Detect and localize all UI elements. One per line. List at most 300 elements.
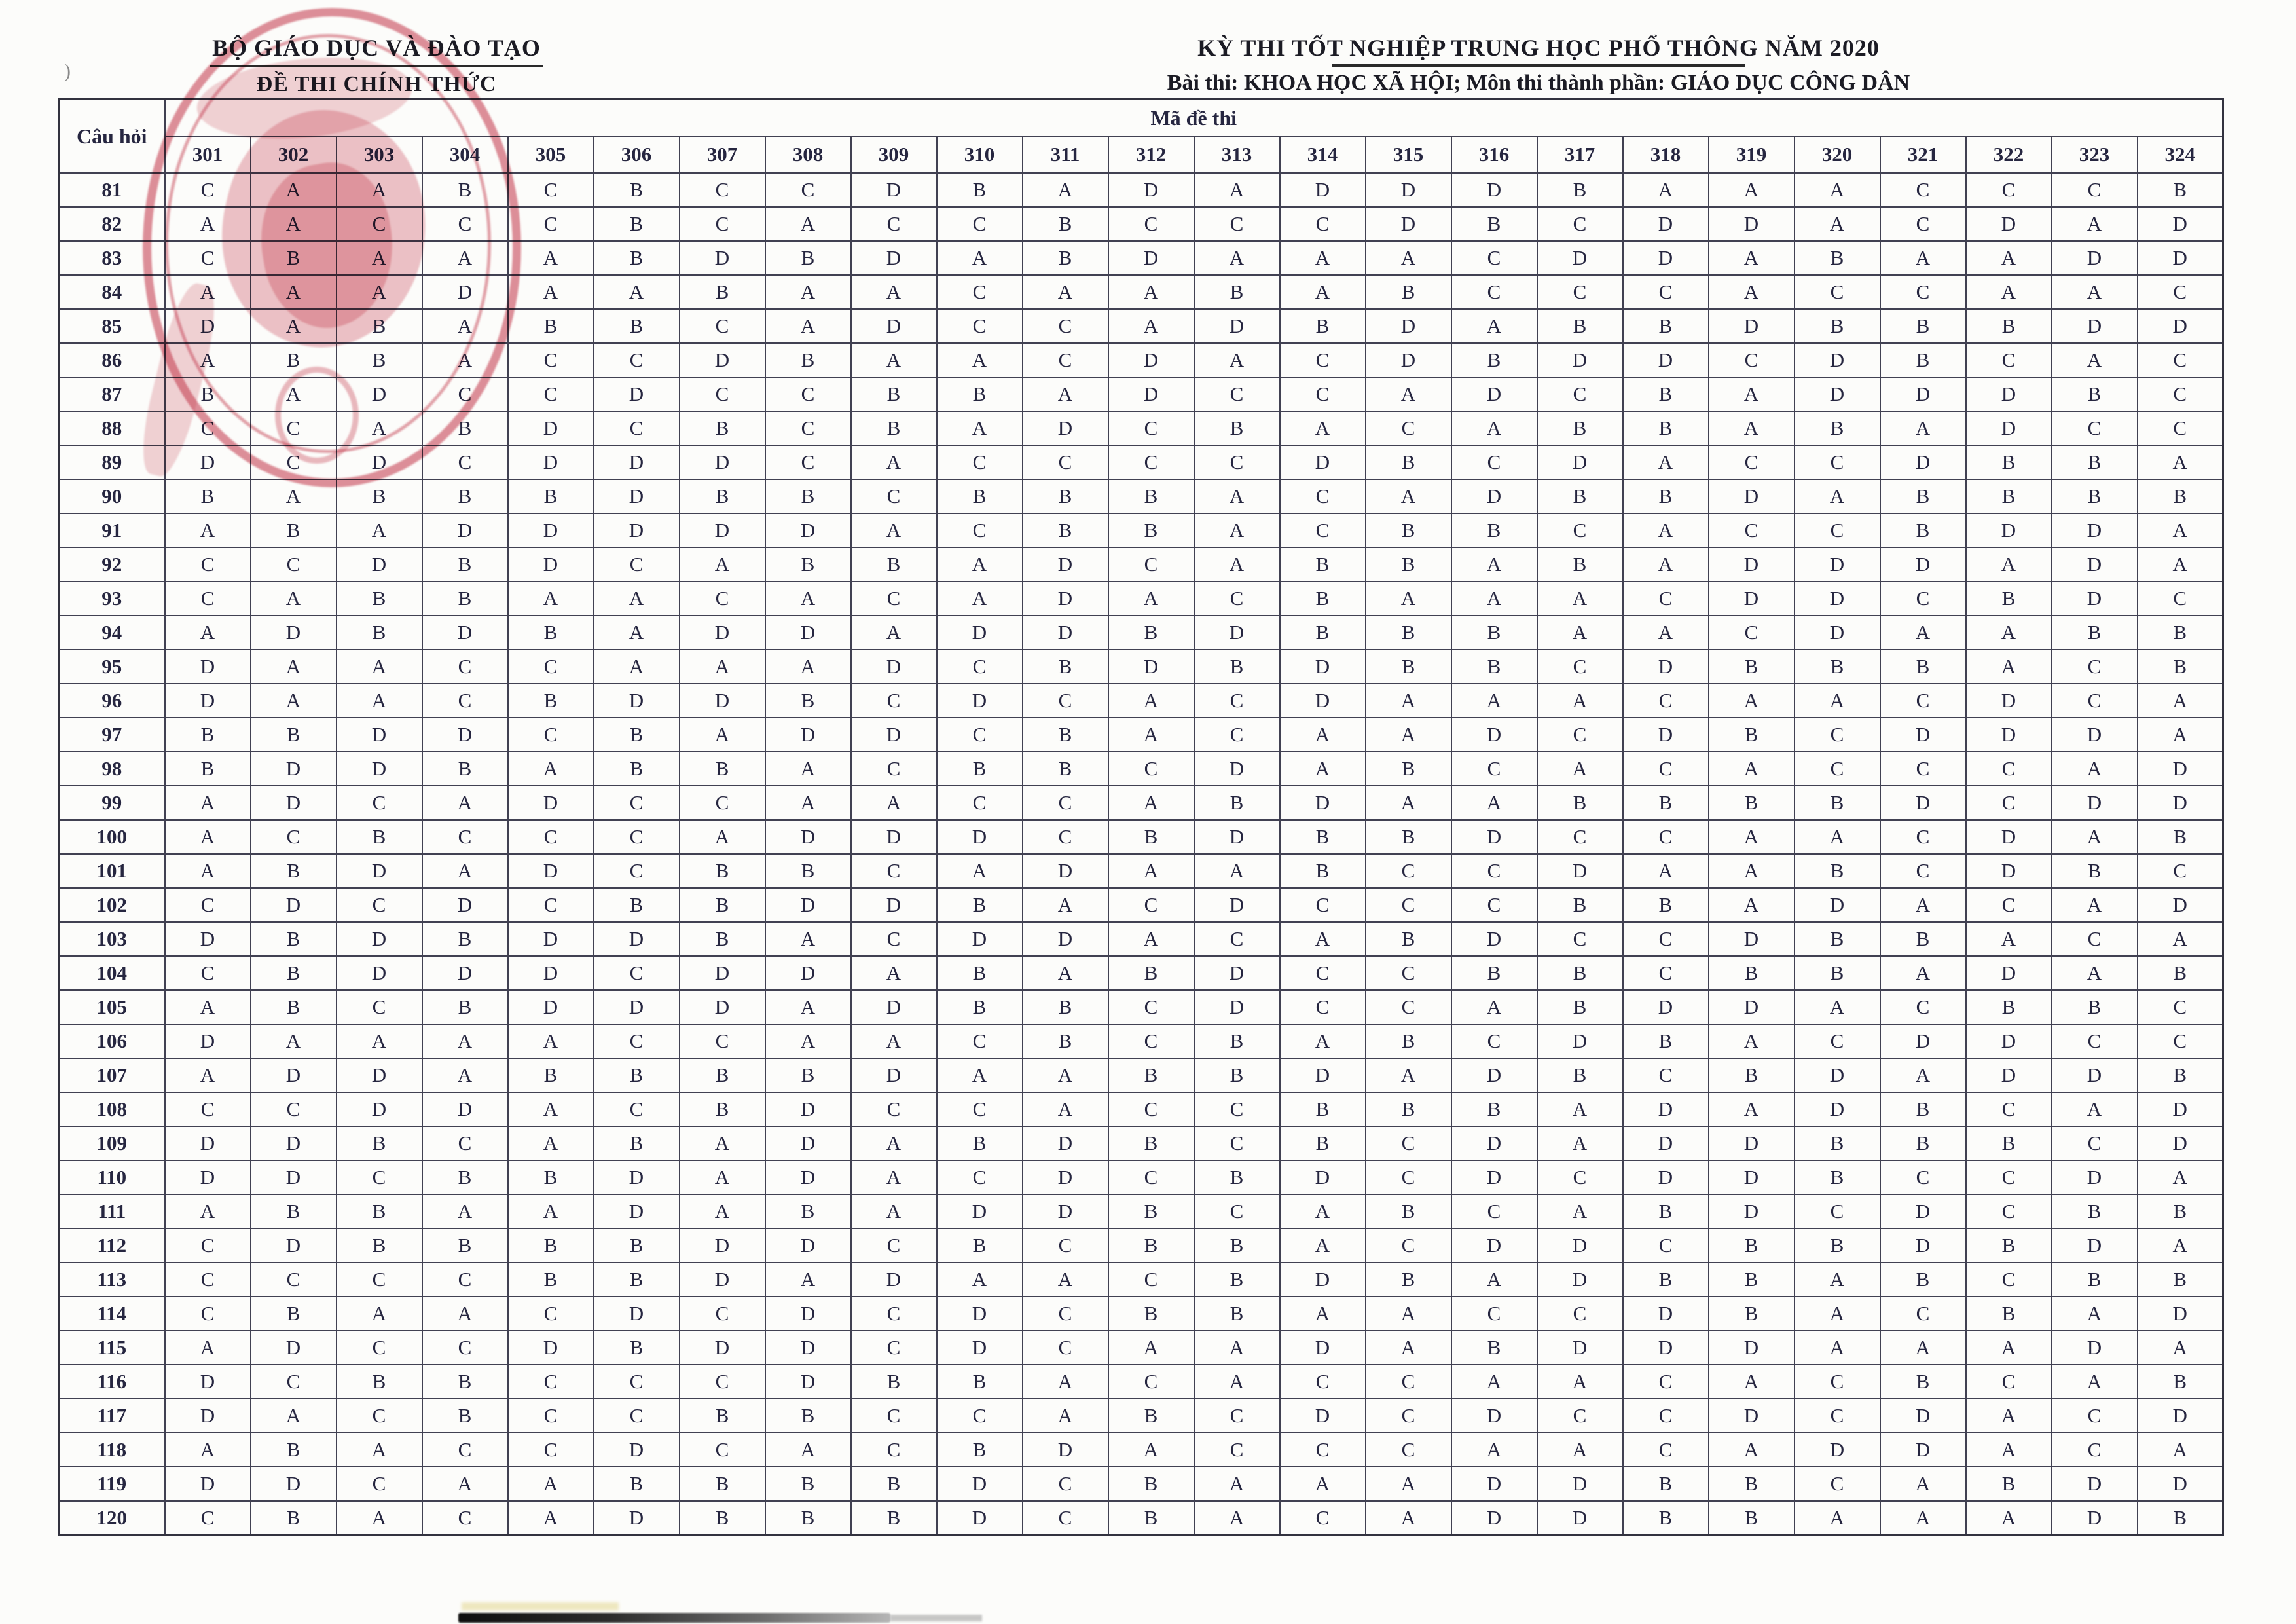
answer-cell: C [508,1433,594,1467]
answer-cell: D [422,956,508,990]
answer-cell: C [1194,1399,1280,1433]
answer-cell: A [1366,377,1451,411]
answer-cell: D [594,922,680,956]
answer-cell: D [337,718,422,752]
answer-cell: A [2138,922,2223,956]
answer-cell: A [1280,1228,1366,1263]
answer-cell: A [508,1501,594,1536]
answer-cell: A [2052,1092,2138,1126]
answer-cell: C [251,411,337,445]
answer-cell: D [337,854,422,888]
answer-cell: C [851,1399,937,1433]
answer-cell: B [422,1365,508,1399]
answer-cell: D [1795,1058,1880,1092]
answer-cell: A [1023,888,1108,922]
answer-cell: C [1194,1433,1280,1467]
answer-cell: A [765,207,851,241]
answer-cell: A [1194,1467,1280,1501]
answer-cell: B [937,956,1023,990]
answer-row [59,1399,2223,1433]
answer-cell: A [1709,377,1795,411]
answer-row [59,377,2223,411]
answer-cell: D [1623,207,1709,241]
exam-code-header: 317 [1537,136,1623,173]
answer-cell: B [1023,241,1108,275]
answer-cell: B [1108,1126,1194,1160]
answer-cell: D [1366,343,1451,377]
answer-row [59,718,2223,752]
answer-cell: A [1709,684,1795,718]
answer-cell: D [1023,1194,1108,1228]
answer-cell: C [1795,275,1880,309]
answer-cell: D [594,445,680,479]
answer-cell: B [1537,956,1623,990]
exam-code-header: 315 [1366,136,1451,173]
answer-cell: D [594,377,680,411]
answer-cell: C [1880,820,1966,854]
answer-cell: D [1451,922,1537,956]
answer-cell: B [1366,1194,1451,1228]
question-number: 120 [59,1501,165,1536]
answer-cell: B [1795,786,1880,820]
answer-cell: B [1366,820,1451,854]
answer-cell: C [680,207,765,241]
answer-cell: D [937,1501,1023,1536]
answer-cell: B [1023,513,1108,547]
answer-cell: C [594,956,680,990]
answer-cell: C [937,309,1023,343]
answer-cell: B [1709,1467,1795,1501]
answer-cell: C [1194,377,1280,411]
answer-row [59,684,2223,718]
answer-cell: A [937,547,1023,581]
answer-cell: C [1108,445,1194,479]
answer-cell: C [1108,207,1194,241]
answer-cell: B [1108,1228,1194,1263]
answer-cell: C [1795,1024,1880,1058]
answer-cell: A [1623,547,1709,581]
answer-cell: C [508,1399,594,1433]
answer-cell: A [165,990,251,1024]
answer-cell: C [1537,1160,1623,1194]
answer-cell: A [1451,411,1537,445]
answer-cell: A [594,650,680,684]
answer-cell: B [1108,1058,1194,1092]
answer-cell: C [680,377,765,411]
answer-cell: C [165,581,251,616]
answer-cell: C [1194,718,1280,752]
answer-cell: D [2138,888,2223,922]
answer-cell: D [1451,1058,1537,1092]
answer-cell: B [765,1194,851,1228]
answer-cell: B [765,343,851,377]
answer-row [59,1126,2223,1160]
question-number: 114 [59,1297,165,1331]
answer-cell: C [1194,1126,1280,1160]
answer-cell: D [765,1297,851,1331]
answer-cell: C [1280,343,1366,377]
question-number: 113 [59,1263,165,1297]
answer-cell: B [251,718,337,752]
answer-cell: C [422,1263,508,1297]
answer-cell: B [1966,990,2052,1024]
answer-cell: D [1623,343,1709,377]
answer-cell: D [422,888,508,922]
answer-cell: A [422,343,508,377]
answer-cell: C [765,445,851,479]
scan-stray-mark: ) [64,60,71,82]
answer-cell: B [1880,1126,1966,1160]
answer-cell: B [1194,411,1280,445]
exam-code-header: 324 [2138,136,2223,173]
answer-row [59,411,2223,445]
answer-cell: C [1623,922,1709,956]
answer-cell: B [1023,479,1108,513]
answer-cell: A [1537,1433,1623,1467]
answer-cell: A [165,1331,251,1365]
answer-cell: D [165,1399,251,1433]
answer-cell: A [1108,581,1194,616]
answer-cell: C [1623,1058,1709,1092]
answer-cell: B [765,854,851,888]
answer-cell: D [1194,752,1280,786]
answer-cell: C [1880,581,1966,616]
answer-cell: A [1966,616,2052,650]
answer-cell: C [2138,1024,2223,1058]
exam-code-header: 318 [1623,136,1709,173]
answer-cell: D [508,786,594,820]
answer-cell: A [1366,1467,1451,1501]
answer-cell: C [165,888,251,922]
answer-cell: B [2138,1194,2223,1228]
answer-cell: A [251,581,337,616]
answer-cell: B [1366,275,1451,309]
answer-cell: D [1023,616,1108,650]
answer-cell: A [1709,173,1795,207]
question-column-header: Câu hỏi [59,100,165,174]
answer-cell: D [251,1331,337,1365]
answer-row [59,1331,2223,1365]
answer-cell: C [422,1331,508,1365]
answer-row [59,343,2223,377]
answer-cell: D [594,1297,680,1331]
answer-cell: A [2138,1160,2223,1194]
answer-cell: B [937,173,1023,207]
answer-cell: D [594,1160,680,1194]
answer-cell: D [1537,445,1623,479]
answer-cell: B [1280,581,1366,616]
answer-cell: D [765,1092,851,1126]
exam-code-header: 308 [765,136,851,173]
answer-cell: D [2052,241,2138,275]
answer-cell: B [1709,786,1795,820]
answer-cell: C [1537,922,1623,956]
answer-row [59,1297,2223,1331]
answer-cell: A [1451,1263,1537,1297]
answer-cell: B [594,207,680,241]
answer-cell: A [2052,275,2138,309]
answer-cell: D [1709,309,1795,343]
answer-cell: A [937,854,1023,888]
answer-cell: D [594,684,680,718]
answer-cell: C [1280,479,1366,513]
answer-cell: C [1880,173,1966,207]
answer-cell: A [765,275,851,309]
answer-cell: A [1795,1297,1880,1331]
answer-cell: C [422,1501,508,1536]
answer-key-table [58,98,2224,1536]
answer-cell: A [2052,888,2138,922]
answer-cell: A [680,547,765,581]
answer-cell: B [1451,616,1537,650]
answer-cell: D [765,820,851,854]
answer-cell: A [2052,820,2138,854]
answer-cell: B [1280,309,1366,343]
answer-cell: A [1623,173,1709,207]
answer-cell: D [2052,581,2138,616]
answer-cell: A [1366,718,1451,752]
answer-cell: B [1451,343,1537,377]
exam-code-header: 307 [680,136,765,173]
answer-cell: D [1966,820,2052,854]
answer-cell: B [422,547,508,581]
answer-cell: A [1280,718,1366,752]
answer-cell: D [1795,377,1880,411]
answer-cell: B [2138,616,2223,650]
answer-cell: C [1537,1297,1623,1331]
answer-cell: C [1537,207,1623,241]
answer-cell: D [851,1263,937,1297]
answer-cell: A [1194,1331,1280,1365]
answer-cell: C [1451,888,1537,922]
answer-cell: D [1623,1297,1709,1331]
answer-cell: B [337,1126,422,1160]
answer-cell: D [1966,513,2052,547]
answer-cell: C [680,309,765,343]
answer-cell: B [1366,752,1451,786]
question-number: 85 [59,309,165,343]
answer-cell: C [1623,684,1709,718]
answer-cell: A [1366,241,1451,275]
answer-cell: A [851,445,937,479]
answer-cell: B [1880,343,1966,377]
question-number: 104 [59,956,165,990]
answer-cell: A [508,241,594,275]
answer-cell: A [422,1467,508,1501]
answer-cell: D [1280,786,1366,820]
answer-cell: B [337,820,422,854]
answer-cell: C [1194,207,1280,241]
answer-cell: C [1623,956,1709,990]
answer-cell: C [1108,411,1194,445]
answer-row [59,1365,2223,1399]
answer-cell: D [422,718,508,752]
question-number: 106 [59,1024,165,1058]
answer-cell: D [1451,1160,1537,1194]
answer-cell: A [337,411,422,445]
answer-cell: C [165,1263,251,1297]
answer-cell: B [1709,1501,1795,1536]
answer-cell: B [1795,1126,1880,1160]
answer-cell: C [1966,1263,2052,1297]
answer-cell: D [1795,888,1880,922]
answer-cell: C [1623,1399,1709,1433]
answer-cell: C [594,1092,680,1126]
answer-cell: A [1194,854,1280,888]
answer-cell: B [251,956,337,990]
answer-cell: B [594,173,680,207]
answer-cell: B [1280,820,1366,854]
answer-cell: C [1880,990,1966,1024]
answer-cell: D [680,990,765,1024]
answer-cell: A [422,1194,508,1228]
answer-cell: B [1537,173,1623,207]
answer-cell: C [1280,956,1366,990]
answer-cell: B [1623,309,1709,343]
answer-cell: B [1966,581,2052,616]
answer-cell: C [508,718,594,752]
answer-cell: B [337,309,422,343]
answer-cell: A [680,1126,765,1160]
answer-cell: B [765,1467,851,1501]
answer-cell: C [1194,1194,1280,1228]
exam-code-header: 320 [1795,136,1880,173]
answer-cell: A [937,1058,1023,1092]
answer-cell: A [337,650,422,684]
answer-cell: D [165,1467,251,1501]
answer-cell: D [1795,343,1880,377]
answer-cell: A [1709,275,1795,309]
answer-cell: C [1023,820,1108,854]
answer-cell: C [2052,684,2138,718]
answer-cell: C [422,445,508,479]
answer-cell: A [765,922,851,956]
answer-cell: C [1023,1331,1108,1365]
answer-cell: C [1623,275,1709,309]
answer-cell: C [1108,752,1194,786]
answer-cell: C [680,786,765,820]
exam-subject-line: Bài thi: KHOA HỌC XÃ HỘI; Môn thi thành phần: GIÁO DỤC CÔNG DÂN [1167,71,1910,95]
answer-cell: B [337,1228,422,1263]
answer-cell: A [508,581,594,616]
answer-cell: C [165,411,251,445]
answer-cell: B [1623,479,1709,513]
answer-cell: B [1709,956,1795,990]
answer-cell: B [1194,1160,1280,1194]
answer-row [59,1501,2223,1536]
answer-cell: B [1880,922,1966,956]
answer-cell: D [1709,1399,1795,1433]
answer-cell: D [2138,309,2223,343]
answer-cell: B [422,1228,508,1263]
answer-cell: D [1795,547,1880,581]
answer-cell: C [2052,922,2138,956]
answer-cell: A [1023,956,1108,990]
answer-cell: C [2052,1399,2138,1433]
question-number: 81 [59,173,165,207]
answer-cell: C [1451,1297,1537,1331]
answer-cell: C [765,411,851,445]
answer-cell: C [1795,1399,1880,1433]
answer-cell: C [1880,684,1966,718]
answer-cell: D [1366,309,1451,343]
answer-cell: A [594,581,680,616]
answer-cell: C [594,820,680,854]
answer-cell: C [937,786,1023,820]
answer-cell: C [1537,377,1623,411]
answer-cell: C [2138,343,2223,377]
answer-cell: B [594,888,680,922]
answer-cell: A [1280,922,1366,956]
answer-cell: B [1623,377,1709,411]
answer-cell: A [1709,752,1795,786]
answer-cell: C [851,1092,937,1126]
answer-cell: A [1451,547,1537,581]
answer-cell: A [1880,411,1966,445]
answer-cell: C [680,173,765,207]
answer-cell: A [1108,275,1194,309]
answer-cell: D [1023,411,1108,445]
answer-cell: D [1795,616,1880,650]
exam-title: KỲ THI TỐT NGHIỆP TRUNG HỌC PHỔ THÔNG NĂM 2020 [1197,35,1880,61]
answer-cell: A [508,1092,594,1126]
answer-cell: C [165,241,251,275]
answer-cell: D [1451,1467,1537,1501]
answer-cell: A [165,1058,251,1092]
answer-cell: D [1623,990,1709,1024]
answer-cell: A [251,173,337,207]
answer-cell: A [1023,1092,1108,1126]
answer-cell: B [165,752,251,786]
answer-cell: D [1709,581,1795,616]
answer-cell: C [1966,1092,2052,1126]
answer-cell: C [1966,888,2052,922]
answer-cell: D [2138,1126,2223,1160]
answer-cell: A [1537,1194,1623,1228]
answer-cell: A [1108,1433,1194,1467]
answer-cell: C [680,581,765,616]
answer-cell: D [1709,1331,1795,1365]
answer-cell: D [1966,207,2052,241]
answer-cell: A [508,1467,594,1501]
answer-cell: A [337,513,422,547]
answer-cell: B [1623,1501,1709,1536]
answer-cell: D [1966,1024,2052,1058]
answer-cell: D [937,616,1023,650]
answer-cell: D [680,1331,765,1365]
answer-cell: A [680,820,765,854]
answer-cell: C [508,820,594,854]
answer-cell: D [165,650,251,684]
answer-cell: D [251,1228,337,1263]
answer-cell: B [251,990,337,1024]
answer-cell: D [765,718,851,752]
answer-cell: A [1880,1331,1966,1365]
answer-cell: D [1709,990,1795,1024]
exam-code-header: 323 [2052,136,2138,173]
exam-code-header: 302 [251,136,337,173]
answer-cell: C [337,990,422,1024]
answer-cell: A [1194,173,1280,207]
question-number: 118 [59,1433,165,1467]
answer-cell: B [680,1058,765,1092]
answer-cell: C [508,173,594,207]
answer-cell: D [1023,547,1108,581]
answer-cell: D [680,616,765,650]
exam-code-header: 305 [508,136,594,173]
answer-cell: B [1880,1092,1966,1126]
answer-cell: C [765,173,851,207]
